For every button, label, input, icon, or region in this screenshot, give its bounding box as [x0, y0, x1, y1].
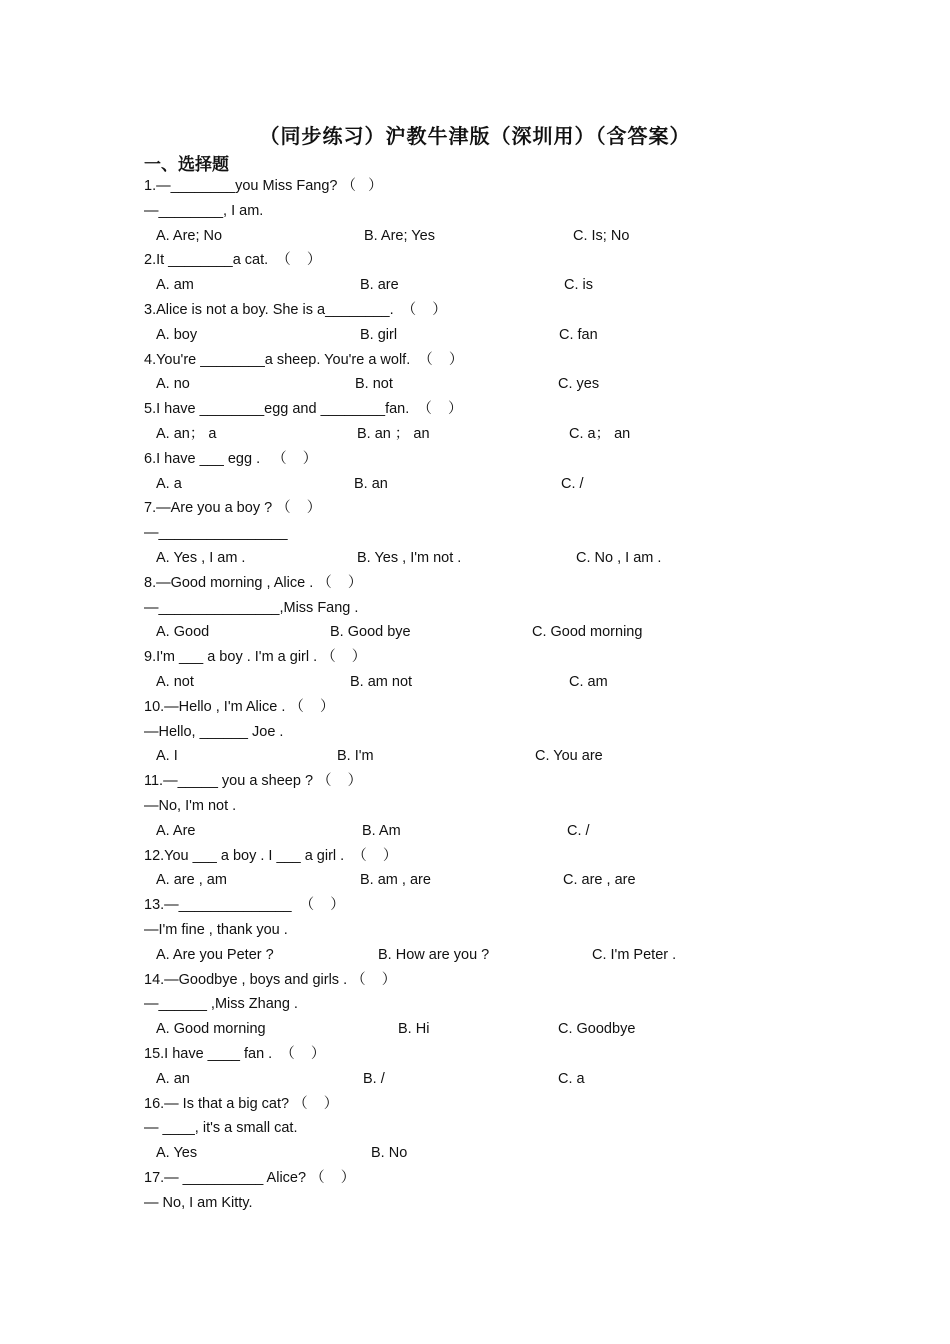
- answer-option: C. is: [564, 277, 593, 294]
- answer-option: A. Are; No: [156, 227, 223, 244]
- question-stem: 2.It ________a cat. （ ）: [144, 252, 322, 269]
- section-heading: 一、选择题: [144, 155, 229, 175]
- answer-option: C. You are: [535, 748, 603, 765]
- answer-option: A. no: [156, 376, 190, 393]
- answer-option: A. Are: [156, 822, 196, 839]
- question-stem: 14.—Goodbye , boys and girls . （ ）: [144, 971, 397, 988]
- answer-option: C. am: [569, 674, 608, 690]
- answer-option: A. Good: [156, 624, 210, 641]
- answer-option: B. am not: [350, 674, 413, 690]
- question-line: —_______________,Miss Fang .: [144, 599, 359, 616]
- question-stem: 5.I have ________egg and ________fan. （ ）: [144, 401, 463, 418]
- question-stem: 9.I'm ___ a boy . I'm a girl . （ ）: [144, 649, 367, 666]
- answer-option: B. Good bye: [330, 624, 411, 641]
- answer-option: A. I: [156, 748, 178, 765]
- answer-option: C. Is; No: [573, 227, 630, 244]
- answer-option: B. an ； an: [357, 426, 430, 442]
- question-stem: 12.You ___ a boy . I ___ a girl . （ ）: [144, 847, 398, 864]
- answer-option: A. Yes: [156, 1145, 198, 1162]
- answer-option: C. are , are: [563, 872, 636, 889]
- question-stem: 1.—________you Miss Fang? （ ）: [144, 178, 383, 194]
- answer-option: B. Hi: [398, 1021, 430, 1038]
- question-stem: 11.—_____ you a sheep ? （ ）: [144, 773, 363, 790]
- answer-option: C. a: [558, 1070, 585, 1087]
- answer-option: C. a； an: [569, 426, 631, 442]
- question-stem: 13.—______________ （ ）: [144, 897, 345, 914]
- answer-option: B. not: [355, 376, 393, 393]
- answer-option: A. Good morning: [156, 1021, 266, 1038]
- answer-option: B. How are you ?: [378, 946, 490, 963]
- answer-option: A. not: [156, 674, 194, 690]
- question-line: —I'm fine , thank you .: [144, 922, 288, 938]
- answer-option: C. /: [567, 822, 590, 839]
- answer-option: B. I'm: [337, 748, 374, 765]
- answer-option: B. am , are: [360, 872, 431, 889]
- question-stem: 6.I have ___ egg . （ ）: [144, 450, 318, 467]
- answer-option: B. No: [371, 1145, 408, 1162]
- answer-option: C. fan: [559, 326, 598, 343]
- answer-option: B. Yes , I'm not .: [357, 550, 462, 566]
- question-line: —________________: [144, 525, 288, 542]
- answer-option: C. Good morning: [532, 624, 643, 641]
- answer-option: A. Are you Peter ?: [156, 946, 274, 963]
- answer-option: C. /: [561, 475, 584, 492]
- answer-option: B. Are; Yes: [364, 227, 435, 244]
- answer-option: A. am: [156, 277, 194, 294]
- question-stem: 16.— Is that a big cat? （ ）: [144, 1095, 339, 1112]
- answer-option: A. an: [156, 1070, 190, 1087]
- question-stem: 8.—Good morning , Alice . （ ）: [144, 574, 363, 591]
- answer-option: B. Am: [362, 822, 401, 839]
- answer-option: B. an: [354, 475, 388, 492]
- question-stem: 17.— __________ Alice? （ ）: [144, 1170, 356, 1186]
- question-line: —No, I'm not .: [144, 798, 237, 814]
- answer-option: C. Goodbye: [558, 1021, 636, 1038]
- question-line: — ____, it's a small cat.: [144, 1120, 298, 1137]
- answer-option: A. Yes , I am .: [156, 550, 246, 566]
- answer-option: B. /: [363, 1070, 385, 1087]
- question-stem: 7.—Are you a boy ? （ ）: [144, 500, 322, 517]
- question-line: —______ ,Miss Zhang .: [144, 996, 298, 1013]
- question-line: — No, I am Kitty.: [144, 1194, 253, 1211]
- question-stem: 15.I have ____ fan . （ ）: [144, 1046, 326, 1062]
- page-title: （同步练习）沪教牛津版（深圳用）（含答案）: [259, 124, 691, 148]
- answer-option: A. boy: [156, 326, 198, 343]
- question-line: —________, I am.: [144, 202, 264, 219]
- answer-option: A. a: [156, 475, 182, 492]
- question-line: —Hello, ______ Joe .: [144, 723, 284, 740]
- answer-option: B. girl: [360, 326, 398, 343]
- answer-option: C. yes: [558, 376, 600, 393]
- answer-option: A. are , am: [156, 872, 227, 889]
- question-stem: 3.Alice is not a boy. She is a________. （ ）: [144, 302, 447, 318]
- answer-option: C. No , I am .: [576, 550, 662, 566]
- answer-option: C. I'm Peter .: [592, 946, 677, 963]
- question-stem: 4.You're ________a sheep. You're a wolf. （ ）: [144, 351, 464, 368]
- answer-option: B. are: [360, 277, 399, 294]
- question-stem: 10.—Hello , I'm Alice . （ ）: [144, 698, 335, 715]
- answer-option: A. an； a: [156, 426, 217, 442]
